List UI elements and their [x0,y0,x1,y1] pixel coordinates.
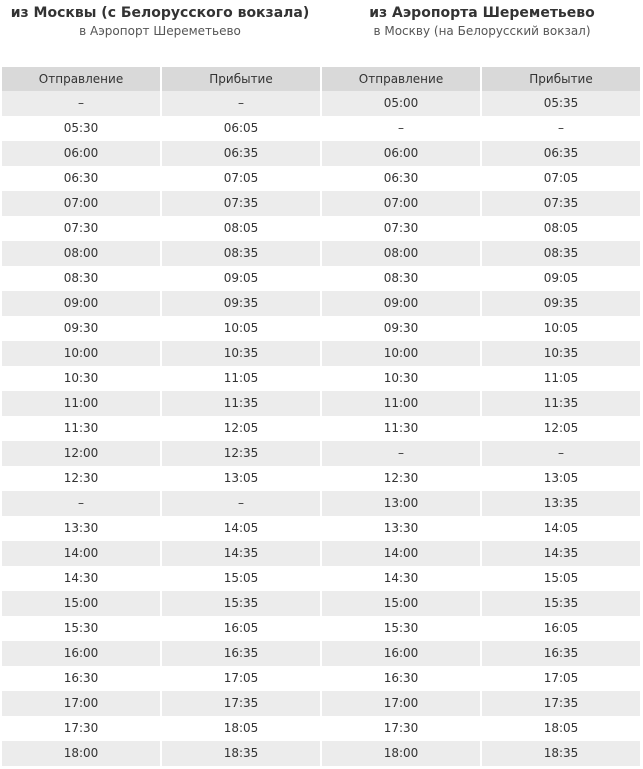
cell-departure-to-airport: 10:30 [2,366,160,391]
cell-departure-to-city: 15:30 [322,616,480,641]
cell-arrival-to-city: 09:35 [482,291,640,316]
cell-departure-to-city: 10:30 [322,366,480,391]
schedule-table [0,67,642,766]
cell-arrival-to-city: 17:35 [482,691,640,716]
schedule-header-row [2,67,640,91]
cell-arrival-to-airport: 15:35 [162,591,320,616]
cell-arrival-to-city: 14:05 [482,516,640,541]
cell-departure-to-airport: 14:30 [2,566,160,591]
cell-arrival-to-city: – [482,116,640,141]
cell-arrival-to-city: 07:05 [482,166,640,191]
cell-departure-to-airport: 15:00 [2,591,160,616]
cell-arrival-to-airport: 16:35 [162,641,320,666]
header-arrival-to-airport: Прибытие [162,67,320,91]
cell-departure-to-city: 17:00 [322,691,480,716]
cell-arrival-to-airport: 17:35 [162,691,320,716]
cell-departure-to-city: 11:30 [322,416,480,441]
cell-departure-to-city: 07:00 [322,191,480,216]
header-departure-to-airport: Отправление [2,67,160,91]
cell-arrival-to-city: 05:35 [482,91,640,116]
cell-departure-to-city: 09:30 [322,316,480,341]
cell-departure-to-airport: 07:00 [2,191,160,216]
table-row [2,741,640,766]
cell-arrival-to-airport: 12:35 [162,441,320,466]
table-row [2,541,640,566]
table-row [2,116,640,141]
cell-departure-to-airport: 12:00 [2,441,160,466]
cell-arrival-to-city: 11:05 [482,366,640,391]
table-row [2,616,640,641]
cell-arrival-to-airport: 08:35 [162,241,320,266]
cell-departure-to-airport: 15:30 [2,616,160,641]
cell-departure-to-city: 14:00 [322,541,480,566]
cell-departure-to-airport: – [2,491,160,516]
cell-departure-to-airport: 06:30 [2,166,160,191]
cell-arrival-to-city: 13:05 [482,466,640,491]
cell-departure-to-airport: 13:30 [2,516,160,541]
cell-departure-to-airport: 18:00 [2,741,160,766]
table-row [2,666,640,691]
cell-arrival-to-city: 17:05 [482,666,640,691]
table-row [2,416,640,441]
cell-arrival-to-city: 06:35 [482,141,640,166]
cell-departure-to-airport: 09:00 [2,291,160,316]
cell-arrival-to-airport: 06:35 [162,141,320,166]
cell-arrival-to-airport: 10:35 [162,341,320,366]
table-row [2,166,640,191]
cell-arrival-to-city: 15:35 [482,591,640,616]
header-arrival-to-city: Прибытие [482,67,640,91]
direction-to-airport [0,4,320,40]
cell-arrival-to-airport: 15:05 [162,566,320,591]
table-row [2,91,640,116]
cell-arrival-to-airport: 10:05 [162,316,320,341]
cell-departure-to-airport: 14:00 [2,541,160,566]
cell-departure-to-airport: 08:30 [2,266,160,291]
cell-departure-to-city: 09:00 [322,291,480,316]
cell-departure-to-city: – [322,116,480,141]
direction-to-airport-subtitle: в Аэропорт Шереметьево [79,24,241,38]
cell-departure-to-city: 16:00 [322,641,480,666]
cell-departure-to-airport: 09:30 [2,316,160,341]
cell-arrival-to-airport: 16:05 [162,616,320,641]
cell-departure-to-city: 13:00 [322,491,480,516]
table-row [2,291,640,316]
table-row [2,441,640,466]
cell-departure-to-city: 17:30 [322,716,480,741]
table-row [2,691,640,716]
cell-arrival-to-city: 15:05 [482,566,640,591]
cell-arrival-to-airport: 14:05 [162,516,320,541]
cell-arrival-to-airport: 09:05 [162,266,320,291]
table-row [2,266,640,291]
direction-to-city [322,4,642,40]
cell-departure-to-airport: 07:30 [2,216,160,241]
cell-arrival-to-airport: 13:05 [162,466,320,491]
table-row [2,516,640,541]
cell-departure-to-airport: – [2,91,160,116]
cell-arrival-to-city: 11:35 [482,391,640,416]
table-row [2,366,640,391]
cell-departure-to-airport: 17:00 [2,691,160,716]
cell-arrival-to-airport: 12:05 [162,416,320,441]
cell-departure-to-airport: 06:00 [2,141,160,166]
cell-arrival-to-city: – [482,441,640,466]
cell-departure-to-city: 10:00 [322,341,480,366]
cell-departure-to-airport: 17:30 [2,716,160,741]
table-row [2,191,640,216]
cell-arrival-to-airport: 08:05 [162,216,320,241]
cell-departure-to-airport: 16:00 [2,641,160,666]
cell-departure-to-city: 07:30 [322,216,480,241]
table-row [2,241,640,266]
cell-departure-to-city: 06:00 [322,141,480,166]
cell-arrival-to-city: 10:35 [482,341,640,366]
cell-arrival-to-city: 10:05 [482,316,640,341]
table-row [2,491,640,516]
cell-arrival-to-city: 13:35 [482,491,640,516]
header-departure-to-city: Отправление [322,67,480,91]
cell-departure-to-airport: 16:30 [2,666,160,691]
cell-arrival-to-city: 16:35 [482,641,640,666]
cell-departure-to-airport: 11:30 [2,416,160,441]
table-row [2,216,640,241]
cell-arrival-to-airport: 14:35 [162,541,320,566]
table-row [2,316,640,341]
table-row [2,716,640,741]
cell-departure-to-city: 06:30 [322,166,480,191]
cell-departure-to-airport: 10:00 [2,341,160,366]
cell-arrival-to-city: 18:05 [482,716,640,741]
cell-departure-to-airport: 05:30 [2,116,160,141]
cell-departure-to-city: 12:30 [322,466,480,491]
cell-arrival-to-city: 14:35 [482,541,640,566]
cell-departure-to-airport: 11:00 [2,391,160,416]
cell-arrival-to-city: 09:05 [482,266,640,291]
cell-arrival-to-airport: – [162,491,320,516]
cell-arrival-to-city: 08:05 [482,216,640,241]
cell-arrival-to-airport: 18:05 [162,716,320,741]
table-row [2,641,640,666]
cell-departure-to-city: 16:30 [322,666,480,691]
cell-departure-to-city: 13:30 [322,516,480,541]
table-row [2,141,640,166]
cell-arrival-to-city: 07:35 [482,191,640,216]
cell-departure-to-city: – [322,441,480,466]
table-row [2,591,640,616]
table-row [2,341,640,366]
direction-to-airport-title: из Москвы (с Белорусского вокзала) [10,5,310,21]
cell-arrival-to-airport: 11:35 [162,391,320,416]
schedule-body [2,91,640,766]
cell-departure-to-city: 08:30 [322,266,480,291]
cell-arrival-to-city: 12:05 [482,416,640,441]
cell-departure-to-city: 15:00 [322,591,480,616]
direction-headers [0,0,643,66]
cell-departure-to-city: 08:00 [322,241,480,266]
direction-to-city-subtitle: в Москву (на Белорусский вокзал) [373,24,591,38]
table-row [2,391,640,416]
cell-arrival-to-airport: 11:05 [162,366,320,391]
table-row [2,466,640,491]
cell-arrival-to-airport: 07:05 [162,166,320,191]
cell-arrival-to-airport: 09:35 [162,291,320,316]
cell-arrival-to-airport: 06:05 [162,116,320,141]
cell-arrival-to-city: 16:05 [482,616,640,641]
cell-departure-to-airport: 08:00 [2,241,160,266]
cell-departure-to-city: 18:00 [322,741,480,766]
cell-departure-to-city: 14:30 [322,566,480,591]
cell-departure-to-city: 11:00 [322,391,480,416]
cell-arrival-to-city: 08:35 [482,241,640,266]
cell-arrival-to-airport: 07:35 [162,191,320,216]
cell-arrival-to-airport: 17:05 [162,666,320,691]
cell-arrival-to-airport: 18:35 [162,741,320,766]
cell-arrival-to-airport: – [162,91,320,116]
direction-to-city-title: из Аэропорта Шереметьево [369,5,595,21]
table-row [2,566,640,591]
cell-departure-to-city: 05:00 [322,91,480,116]
cell-departure-to-airport: 12:30 [2,466,160,491]
cell-arrival-to-city: 18:35 [482,741,640,766]
